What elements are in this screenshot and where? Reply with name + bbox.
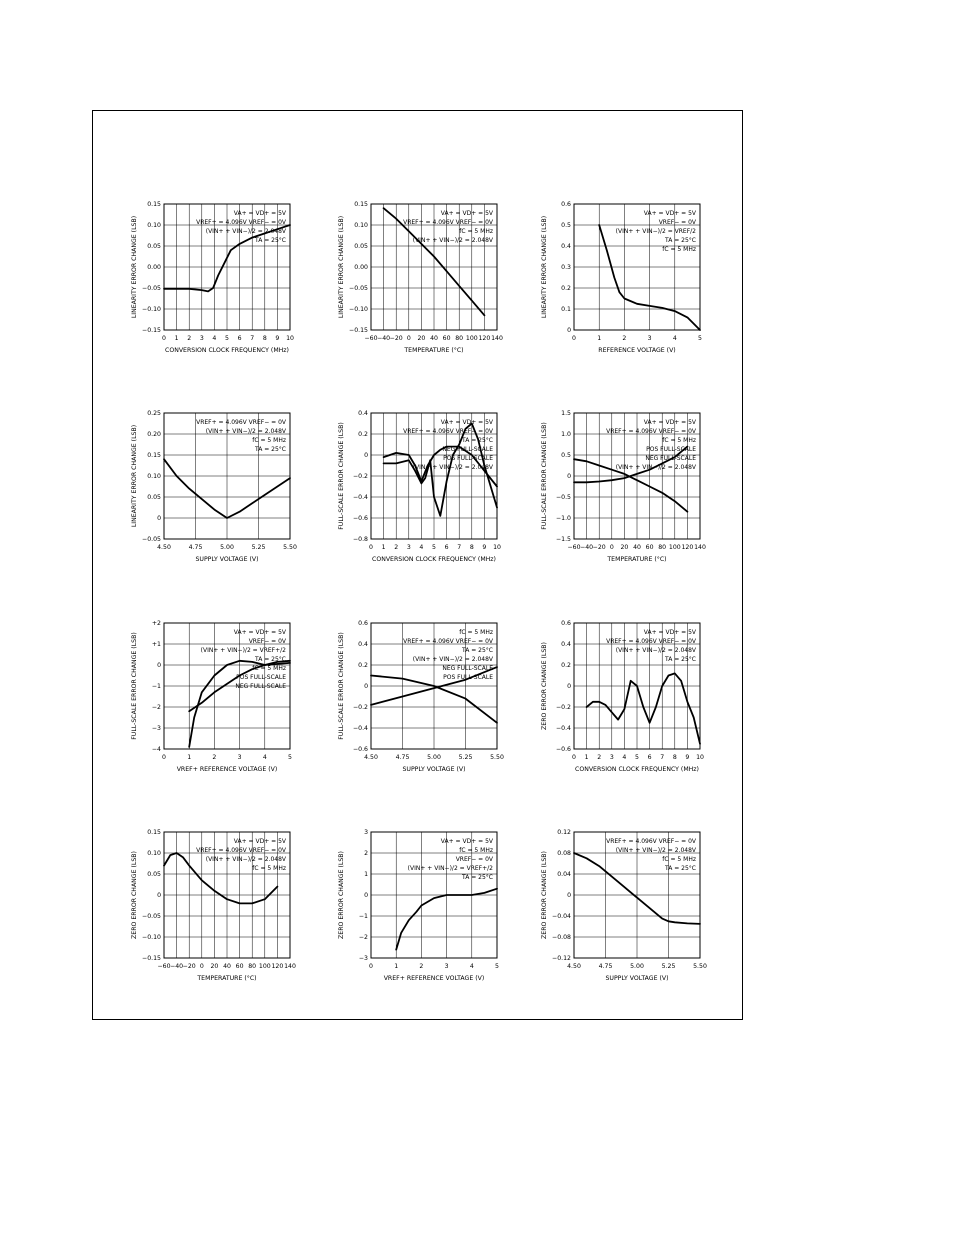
annotation: NEG FULL-SCALE bbox=[442, 665, 493, 672]
chart-2 bbox=[338, 201, 503, 354]
y-tick-label: 0.5 bbox=[561, 452, 571, 460]
x-tick-label: 5.25 bbox=[661, 963, 676, 970]
x-tick-label: 3 bbox=[237, 754, 242, 761]
annotation: fC = 5 MHz bbox=[662, 246, 696, 253]
x-tick-label: −20 bbox=[182, 963, 196, 970]
y-axis-label: ZERO ERROR CHANGE (LSB) bbox=[131, 851, 138, 939]
x-tick-label: 9 bbox=[482, 544, 487, 551]
y-tick-label: −0.10 bbox=[142, 934, 161, 942]
y-tick-label: 0.4 bbox=[561, 641, 571, 649]
annotation: (VIN+ + VIN−)/2 = VREF+/2 bbox=[200, 647, 286, 654]
y-tick-label: 0.05 bbox=[354, 243, 368, 251]
annotation: (VIN+ + VIN−)/2 = 2.048V bbox=[205, 856, 286, 863]
x-tick-label: −60 bbox=[157, 963, 171, 970]
x-tick-label: 5 bbox=[495, 963, 499, 970]
x-tick-label: 140 bbox=[284, 963, 296, 970]
x-tick-label: 10 bbox=[696, 754, 704, 761]
y-tick-label: 0.04 bbox=[557, 871, 571, 879]
x-tick-label: 2 bbox=[394, 544, 399, 551]
y-tick-label: 0.4 bbox=[358, 641, 368, 649]
y-axis-label: ZERO ERROR CHANGE (LSB) bbox=[541, 851, 548, 939]
x-tick-label: 100 bbox=[465, 335, 478, 342]
x-tick-label: 9 bbox=[275, 335, 280, 342]
y-tick-label: 0.15 bbox=[147, 201, 161, 209]
x-tick-label: 8 bbox=[262, 335, 267, 342]
y-tick-label: 0.15 bbox=[147, 452, 161, 460]
x-tick-label: 4.75 bbox=[598, 963, 613, 970]
x-tick-label: 40 bbox=[633, 544, 641, 551]
y-tick-label: −0.5 bbox=[555, 494, 571, 502]
annotation: NEG FULL-SCALE bbox=[645, 455, 696, 462]
x-tick-label: 100 bbox=[668, 544, 681, 551]
x-tick-label: 4 bbox=[212, 335, 217, 342]
annotation: TA = 25°C bbox=[665, 237, 696, 244]
x-tick-label: 8 bbox=[672, 754, 677, 761]
x-axis-label: TEMPERATURE (°C) bbox=[404, 347, 464, 354]
x-tick-label: 5.50 bbox=[490, 754, 504, 761]
y-axis-label: FULL-SCALE ERROR CHANGE (LSB) bbox=[338, 632, 345, 740]
annotation: VA+ = VD+ = 5V bbox=[643, 419, 696, 426]
y-tick-label: 3 bbox=[364, 829, 368, 837]
y-tick-label: −0.2 bbox=[352, 473, 368, 481]
y-tick-label: −0.6 bbox=[352, 515, 368, 523]
y-tick-label: 0.05 bbox=[147, 494, 161, 502]
x-axis-label: REFERENCE VOLTAGE (V) bbox=[598, 347, 676, 354]
y-tick-label: 1.5 bbox=[561, 410, 571, 418]
x-axis-label: CONVERSION CLOCK FREQUENCY (MHz) bbox=[165, 347, 289, 354]
annotation: TA = 25°C bbox=[665, 656, 696, 663]
y-tick-label: 0 bbox=[364, 683, 368, 691]
annotation: NEG FULL-SCALE bbox=[235, 683, 286, 690]
y-axis-label: LINEARITY ERROR CHANGE (LSB) bbox=[541, 215, 548, 319]
y-tick-label: −0.12 bbox=[552, 955, 571, 963]
x-tick-label: 5 bbox=[288, 754, 292, 761]
x-tick-label: 4 bbox=[262, 754, 267, 761]
annotation: VA+ = VD+ = 5V bbox=[233, 629, 286, 636]
y-tick-label: 0 bbox=[364, 892, 368, 900]
x-axis-label: SUPPLY VOLTAGE (V) bbox=[195, 556, 259, 563]
y-tick-label: 1 bbox=[364, 871, 368, 879]
y-axis-label: FULL-SCALE ERROR CHANGE (LSB) bbox=[541, 422, 548, 530]
x-axis-label: SUPPLY VOLTAGE (V) bbox=[605, 975, 669, 982]
y-tick-label: −0.4 bbox=[352, 494, 368, 502]
y-tick-label: 0.15 bbox=[354, 201, 368, 209]
y-tick-label: −2 bbox=[358, 934, 368, 942]
y-tick-label: 0.10 bbox=[354, 222, 368, 230]
y-tick-label: 1.0 bbox=[561, 431, 571, 439]
y-tick-label: −0.05 bbox=[142, 536, 161, 544]
annotation: (VIN+ + VIN−)/2 = 2.048V bbox=[615, 464, 696, 471]
x-tick-label: 5.25 bbox=[458, 754, 473, 761]
x-tick-label: 5.00 bbox=[427, 754, 441, 761]
x-tick-label: 9 bbox=[685, 754, 690, 761]
y-tick-label: −4 bbox=[151, 746, 161, 754]
x-tick-label: −60 bbox=[364, 335, 378, 342]
x-axis-label: TEMPERATURE (°C) bbox=[197, 975, 257, 982]
y-tick-label: −0.2 bbox=[555, 704, 571, 712]
x-tick-label: 5.00 bbox=[220, 544, 234, 551]
annotation: fC = 5 MHz bbox=[252, 665, 286, 672]
annotation: fC = 5 MHz bbox=[459, 847, 493, 854]
y-tick-label: 0 bbox=[364, 452, 368, 460]
x-tick-label: 100 bbox=[258, 963, 271, 970]
x-tick-label: 0 bbox=[609, 544, 614, 551]
annotation: VREF+ = 4.096V VREF− = 0V bbox=[403, 638, 493, 645]
chart-1 bbox=[131, 201, 294, 354]
x-tick-label: 60 bbox=[645, 544, 654, 551]
x-tick-label: 4 bbox=[622, 754, 627, 761]
y-tick-label: −0.15 bbox=[142, 955, 161, 963]
x-tick-label: 3 bbox=[444, 963, 449, 970]
x-tick-label: 3 bbox=[647, 335, 652, 342]
y-tick-label: 0.2 bbox=[358, 662, 368, 670]
y-tick-label: −1 bbox=[358, 913, 368, 921]
y-tick-label: 0 bbox=[567, 473, 571, 481]
x-tick-label: 4.50 bbox=[567, 963, 581, 970]
series-line-1 bbox=[587, 673, 700, 743]
y-tick-label: −0.6 bbox=[555, 746, 571, 754]
x-tick-label: 1 bbox=[174, 335, 179, 342]
annotation: TA = 25°C bbox=[255, 446, 286, 453]
x-tick-label: 0 bbox=[572, 335, 576, 342]
x-tick-label: 0 bbox=[406, 335, 411, 342]
annotation: VA+ = VD+ = 5V bbox=[440, 419, 493, 426]
x-tick-label: 2 bbox=[212, 754, 217, 761]
x-tick-label: 80 bbox=[455, 335, 464, 342]
y-tick-label: 0 bbox=[157, 515, 161, 523]
annotation: fC = 5 MHz bbox=[662, 437, 696, 444]
annotation: VREF− = 0V bbox=[658, 219, 696, 226]
chart-4 bbox=[131, 410, 297, 563]
y-tick-label: −0.4 bbox=[555, 725, 571, 733]
y-tick-label: +1 bbox=[151, 641, 161, 649]
annotation: VA+ = VD+ = 5V bbox=[643, 629, 696, 636]
y-tick-label: −0.2 bbox=[352, 704, 368, 712]
annotation: (VIN+ + VIN−)/2 = 2.048V bbox=[205, 428, 286, 435]
x-tick-label: 120 bbox=[478, 335, 491, 342]
annotation: VREF+ = 4.096V VREF− = 0V bbox=[403, 219, 493, 226]
x-tick-label: 4 bbox=[469, 963, 474, 970]
annotation: TA = 25°C bbox=[255, 656, 286, 663]
x-tick-label: −40 bbox=[170, 963, 184, 970]
annotation: VA+ = VD+ = 5V bbox=[643, 210, 696, 217]
x-tick-label: 2 bbox=[622, 335, 627, 342]
annotation: VREF+ = 4.096V VREF− = 0V bbox=[196, 847, 286, 854]
annotation: (VIN+ + VIN−)/2 = VREF+/2 bbox=[407, 865, 493, 872]
y-tick-label: 0.2 bbox=[561, 285, 571, 293]
x-tick-label: 10 bbox=[493, 544, 501, 551]
y-tick-label: 0.6 bbox=[358, 620, 368, 628]
x-tick-label: 0 bbox=[199, 963, 204, 970]
y-tick-label: −0.8 bbox=[352, 536, 368, 544]
y-tick-label: 0.3 bbox=[561, 264, 571, 272]
y-tick-label: 0 bbox=[157, 892, 161, 900]
x-tick-label: 4.50 bbox=[157, 544, 171, 551]
x-tick-label: 3 bbox=[199, 335, 204, 342]
y-tick-label: 0.4 bbox=[561, 243, 571, 251]
y-tick-label: 0.6 bbox=[561, 620, 571, 628]
x-tick-label: 20 bbox=[417, 335, 426, 342]
y-tick-label: 0.5 bbox=[561, 222, 571, 230]
y-tick-label: 0.4 bbox=[358, 410, 368, 418]
y-tick-label: −0.05 bbox=[142, 285, 161, 293]
y-tick-label: −0.04 bbox=[552, 913, 571, 921]
chart-5 bbox=[338, 410, 501, 563]
x-tick-label: 4 bbox=[419, 544, 424, 551]
x-tick-label: 7 bbox=[660, 754, 665, 761]
x-tick-label: 40 bbox=[430, 335, 438, 342]
x-tick-label: 60 bbox=[442, 335, 451, 342]
annotation: TA = 25°C bbox=[462, 874, 493, 881]
x-tick-label: 0 bbox=[369, 544, 373, 551]
annotation: fC = 5 MHz bbox=[459, 228, 493, 235]
x-tick-label: 0 bbox=[369, 963, 373, 970]
x-tick-label: 6 bbox=[647, 754, 652, 761]
annotation: VREF− = 0V bbox=[248, 638, 286, 645]
annotation: NEG FULL-SCALE bbox=[442, 446, 493, 453]
x-tick-label: 6 bbox=[237, 335, 242, 342]
x-tick-label: 5 bbox=[698, 335, 702, 342]
x-tick-label: 20 bbox=[620, 544, 629, 551]
chart-8 bbox=[338, 620, 504, 773]
x-axis-label: TEMPERATURE (°C) bbox=[607, 556, 667, 563]
y-tick-label: 0 bbox=[157, 662, 161, 670]
x-tick-label: 1 bbox=[187, 754, 192, 761]
y-tick-label: 0.2 bbox=[358, 431, 368, 439]
annotation: VREF+ = 4.096V VREF− = 0V bbox=[196, 419, 286, 426]
y-tick-label: 0.15 bbox=[147, 829, 161, 837]
x-tick-label: 2 bbox=[597, 754, 602, 761]
annotation: VREF+ = 4.096V VREF− = 0V bbox=[403, 428, 493, 435]
chart-9 bbox=[541, 620, 704, 773]
annotation: VREF+ = 4.096V VREF− = 0V bbox=[606, 838, 696, 845]
annotation: (VIN+ + VIN−)/2 = 2.048V bbox=[412, 656, 493, 663]
x-axis-label: VREF+ REFERENCE VOLTAGE (V) bbox=[383, 975, 485, 982]
x-tick-label: 120 bbox=[681, 544, 694, 551]
chart-3 bbox=[541, 201, 702, 354]
x-tick-label: 1 bbox=[584, 754, 589, 761]
x-tick-label: −60 bbox=[567, 544, 581, 551]
y-tick-label: 0.05 bbox=[147, 871, 161, 879]
y-tick-label: −3 bbox=[151, 725, 161, 733]
x-tick-label: 5 bbox=[225, 335, 229, 342]
y-tick-label: 0 bbox=[567, 327, 571, 335]
y-axis-label: LINEARITY ERROR CHANGE (LSB) bbox=[131, 215, 138, 319]
y-axis-label: LINEARITY ERROR CHANGE (LSB) bbox=[131, 424, 138, 528]
x-axis-label: CONVERSION CLOCK FREQUENCY (MHz) bbox=[372, 556, 496, 563]
chart-7 bbox=[131, 620, 292, 773]
annotation: VA+ = VD+ = 5V bbox=[440, 838, 493, 845]
chart-12 bbox=[541, 829, 707, 982]
y-tick-label: −0.05 bbox=[349, 285, 368, 293]
x-tick-label: 5.25 bbox=[251, 544, 266, 551]
annotation: VREF+ = 4.096V VREF− = 0V bbox=[606, 428, 696, 435]
y-tick-label: −0.10 bbox=[349, 306, 368, 314]
y-tick-label: 0.6 bbox=[561, 201, 571, 209]
annotation: VA+ = VD+ = 5V bbox=[233, 838, 286, 845]
y-tick-label: −0.08 bbox=[552, 934, 571, 942]
annotation: POS FULL-SCALE bbox=[443, 455, 493, 462]
x-tick-label: 4.75 bbox=[395, 754, 410, 761]
x-tick-label: 5 bbox=[635, 754, 639, 761]
x-tick-label: 5.00 bbox=[630, 963, 644, 970]
x-axis-label: SUPPLY VOLTAGE (V) bbox=[402, 766, 466, 773]
x-tick-label: 2 bbox=[187, 335, 192, 342]
x-tick-label: 5.50 bbox=[283, 544, 297, 551]
y-axis-label: FULL-SCALE ERROR CHANGE (LSB) bbox=[338, 422, 345, 530]
x-tick-label: 5.50 bbox=[693, 963, 707, 970]
y-tick-label: 0 bbox=[567, 683, 571, 691]
chart-10 bbox=[131, 829, 296, 982]
annotation: TA = 25°C bbox=[462, 647, 493, 654]
annotation: fC = 5 MHz bbox=[252, 437, 286, 444]
y-tick-label: 0.00 bbox=[147, 264, 161, 272]
x-axis-label: CONVERSION CLOCK FREQUENCY (MHz) bbox=[575, 766, 699, 773]
annotation: fC = 5 MHz bbox=[252, 865, 286, 872]
y-tick-label: 0.05 bbox=[147, 243, 161, 251]
y-tick-label: 0.10 bbox=[147, 850, 161, 858]
y-tick-label: −3 bbox=[358, 955, 368, 963]
annotation: POS FULL-SCALE bbox=[236, 674, 286, 681]
y-tick-label: 0.2 bbox=[561, 662, 571, 670]
x-tick-label: 7 bbox=[457, 544, 462, 551]
annotation: POS FULL-SCALE bbox=[443, 674, 493, 681]
annotation: VREF+ = 4.096V VREF− = 0V bbox=[606, 638, 696, 645]
x-tick-label: 1 bbox=[381, 544, 386, 551]
y-axis-label: ZERO ERROR CHANGE (LSB) bbox=[338, 851, 345, 939]
annotation: TA = 25°C bbox=[462, 437, 493, 444]
annotation: (VIN+ + VIN−)/2 = 2.048V bbox=[412, 237, 493, 244]
y-tick-label: −0.15 bbox=[349, 327, 368, 335]
y-tick-label: −1 bbox=[151, 683, 161, 691]
x-axis-label: VREF+ REFERENCE VOLTAGE (V) bbox=[176, 766, 278, 773]
x-tick-label: 120 bbox=[271, 963, 284, 970]
x-tick-label: 2 bbox=[419, 963, 424, 970]
y-tick-label: 0.25 bbox=[147, 410, 161, 418]
annotation: fC = 5 MHz bbox=[662, 856, 696, 863]
annotation: fC = 5 MHz bbox=[459, 629, 493, 636]
x-tick-label: −20 bbox=[592, 544, 606, 551]
annotation: VREF+ = 4.096V VREF− = 0V bbox=[196, 219, 286, 226]
x-tick-label: 80 bbox=[658, 544, 667, 551]
y-tick-label: 0.1 bbox=[561, 306, 571, 314]
y-tick-label: −1.5 bbox=[555, 536, 571, 544]
x-tick-label: 8 bbox=[469, 544, 474, 551]
annotation: VA+ = VD+ = 5V bbox=[440, 210, 493, 217]
y-tick-label: 0 bbox=[567, 892, 571, 900]
x-tick-label: 0 bbox=[162, 335, 166, 342]
annotation: POS FULL-SCALE bbox=[646, 446, 696, 453]
x-tick-label: −40 bbox=[580, 544, 594, 551]
annotation: (VIN+ + VIN−)/2 = 2.048V bbox=[412, 464, 493, 471]
y-tick-label: 0.10 bbox=[147, 473, 161, 481]
y-tick-label: −0.15 bbox=[142, 327, 161, 335]
y-tick-label: 0.10 bbox=[147, 222, 161, 230]
x-tick-label: 4.75 bbox=[188, 544, 203, 551]
x-tick-label: 10 bbox=[286, 335, 294, 342]
x-tick-label: 6 bbox=[444, 544, 449, 551]
annotation: TA = 25°C bbox=[255, 237, 286, 244]
y-tick-label: −1.0 bbox=[555, 515, 571, 523]
x-tick-label: 20 bbox=[210, 963, 219, 970]
x-tick-label: 7 bbox=[250, 335, 255, 342]
x-tick-label: 3 bbox=[406, 544, 411, 551]
x-tick-label: 1 bbox=[597, 335, 602, 342]
y-tick-label: −0.6 bbox=[352, 746, 368, 754]
annotation: TA = 25°C bbox=[665, 865, 696, 872]
y-tick-label: 0.20 bbox=[147, 431, 161, 439]
x-tick-label: 4 bbox=[672, 335, 677, 342]
y-axis-label: FULL-SCALE ERROR CHANGE (LSB) bbox=[131, 632, 138, 740]
annotation: VREF− = 0V bbox=[455, 856, 493, 863]
y-tick-label: 0.12 bbox=[557, 829, 571, 837]
x-tick-label: −40 bbox=[377, 335, 391, 342]
x-tick-label: −20 bbox=[389, 335, 403, 342]
annotation: VA+ = VD+ = 5V bbox=[233, 210, 286, 217]
y-tick-label: −2 bbox=[151, 704, 161, 712]
y-axis-label: ZERO ERROR CHANGE (LSB) bbox=[541, 642, 548, 730]
annotation: (VIN+ + VIN−)/2 = 2.048V bbox=[615, 647, 696, 654]
y-tick-label: 0.00 bbox=[354, 264, 368, 272]
annotation: (VIN+ + VIN−)/2 = 2.048V bbox=[615, 847, 696, 854]
x-tick-label: 140 bbox=[491, 335, 503, 342]
y-tick-label: −0.4 bbox=[352, 725, 368, 733]
y-axis-label: LINEARITY ERROR CHANGE (LSB) bbox=[338, 215, 345, 319]
x-tick-label: 80 bbox=[248, 963, 257, 970]
x-tick-label: 5 bbox=[432, 544, 436, 551]
y-tick-label: 0.08 bbox=[557, 850, 571, 858]
annotation: (VIN+ + VIN−)/2 = VREF/2 bbox=[615, 228, 696, 235]
x-tick-label: 3 bbox=[609, 754, 614, 761]
x-tick-label: 0 bbox=[162, 754, 166, 761]
x-tick-label: 0 bbox=[572, 754, 576, 761]
y-tick-label: −0.10 bbox=[142, 306, 161, 314]
x-tick-label: 4.50 bbox=[364, 754, 378, 761]
y-tick-label: +2 bbox=[151, 620, 161, 628]
x-tick-label: 60 bbox=[235, 963, 244, 970]
y-tick-label: −0.05 bbox=[142, 913, 161, 921]
chart-6 bbox=[541, 410, 706, 563]
x-tick-label: 140 bbox=[694, 544, 706, 551]
x-tick-label: 40 bbox=[223, 963, 231, 970]
y-tick-label: 2 bbox=[364, 850, 368, 858]
chart-11 bbox=[338, 829, 499, 982]
annotation: (VIN+ + VIN−)/2 = 2.048V bbox=[205, 228, 286, 235]
x-tick-label: 1 bbox=[394, 963, 399, 970]
